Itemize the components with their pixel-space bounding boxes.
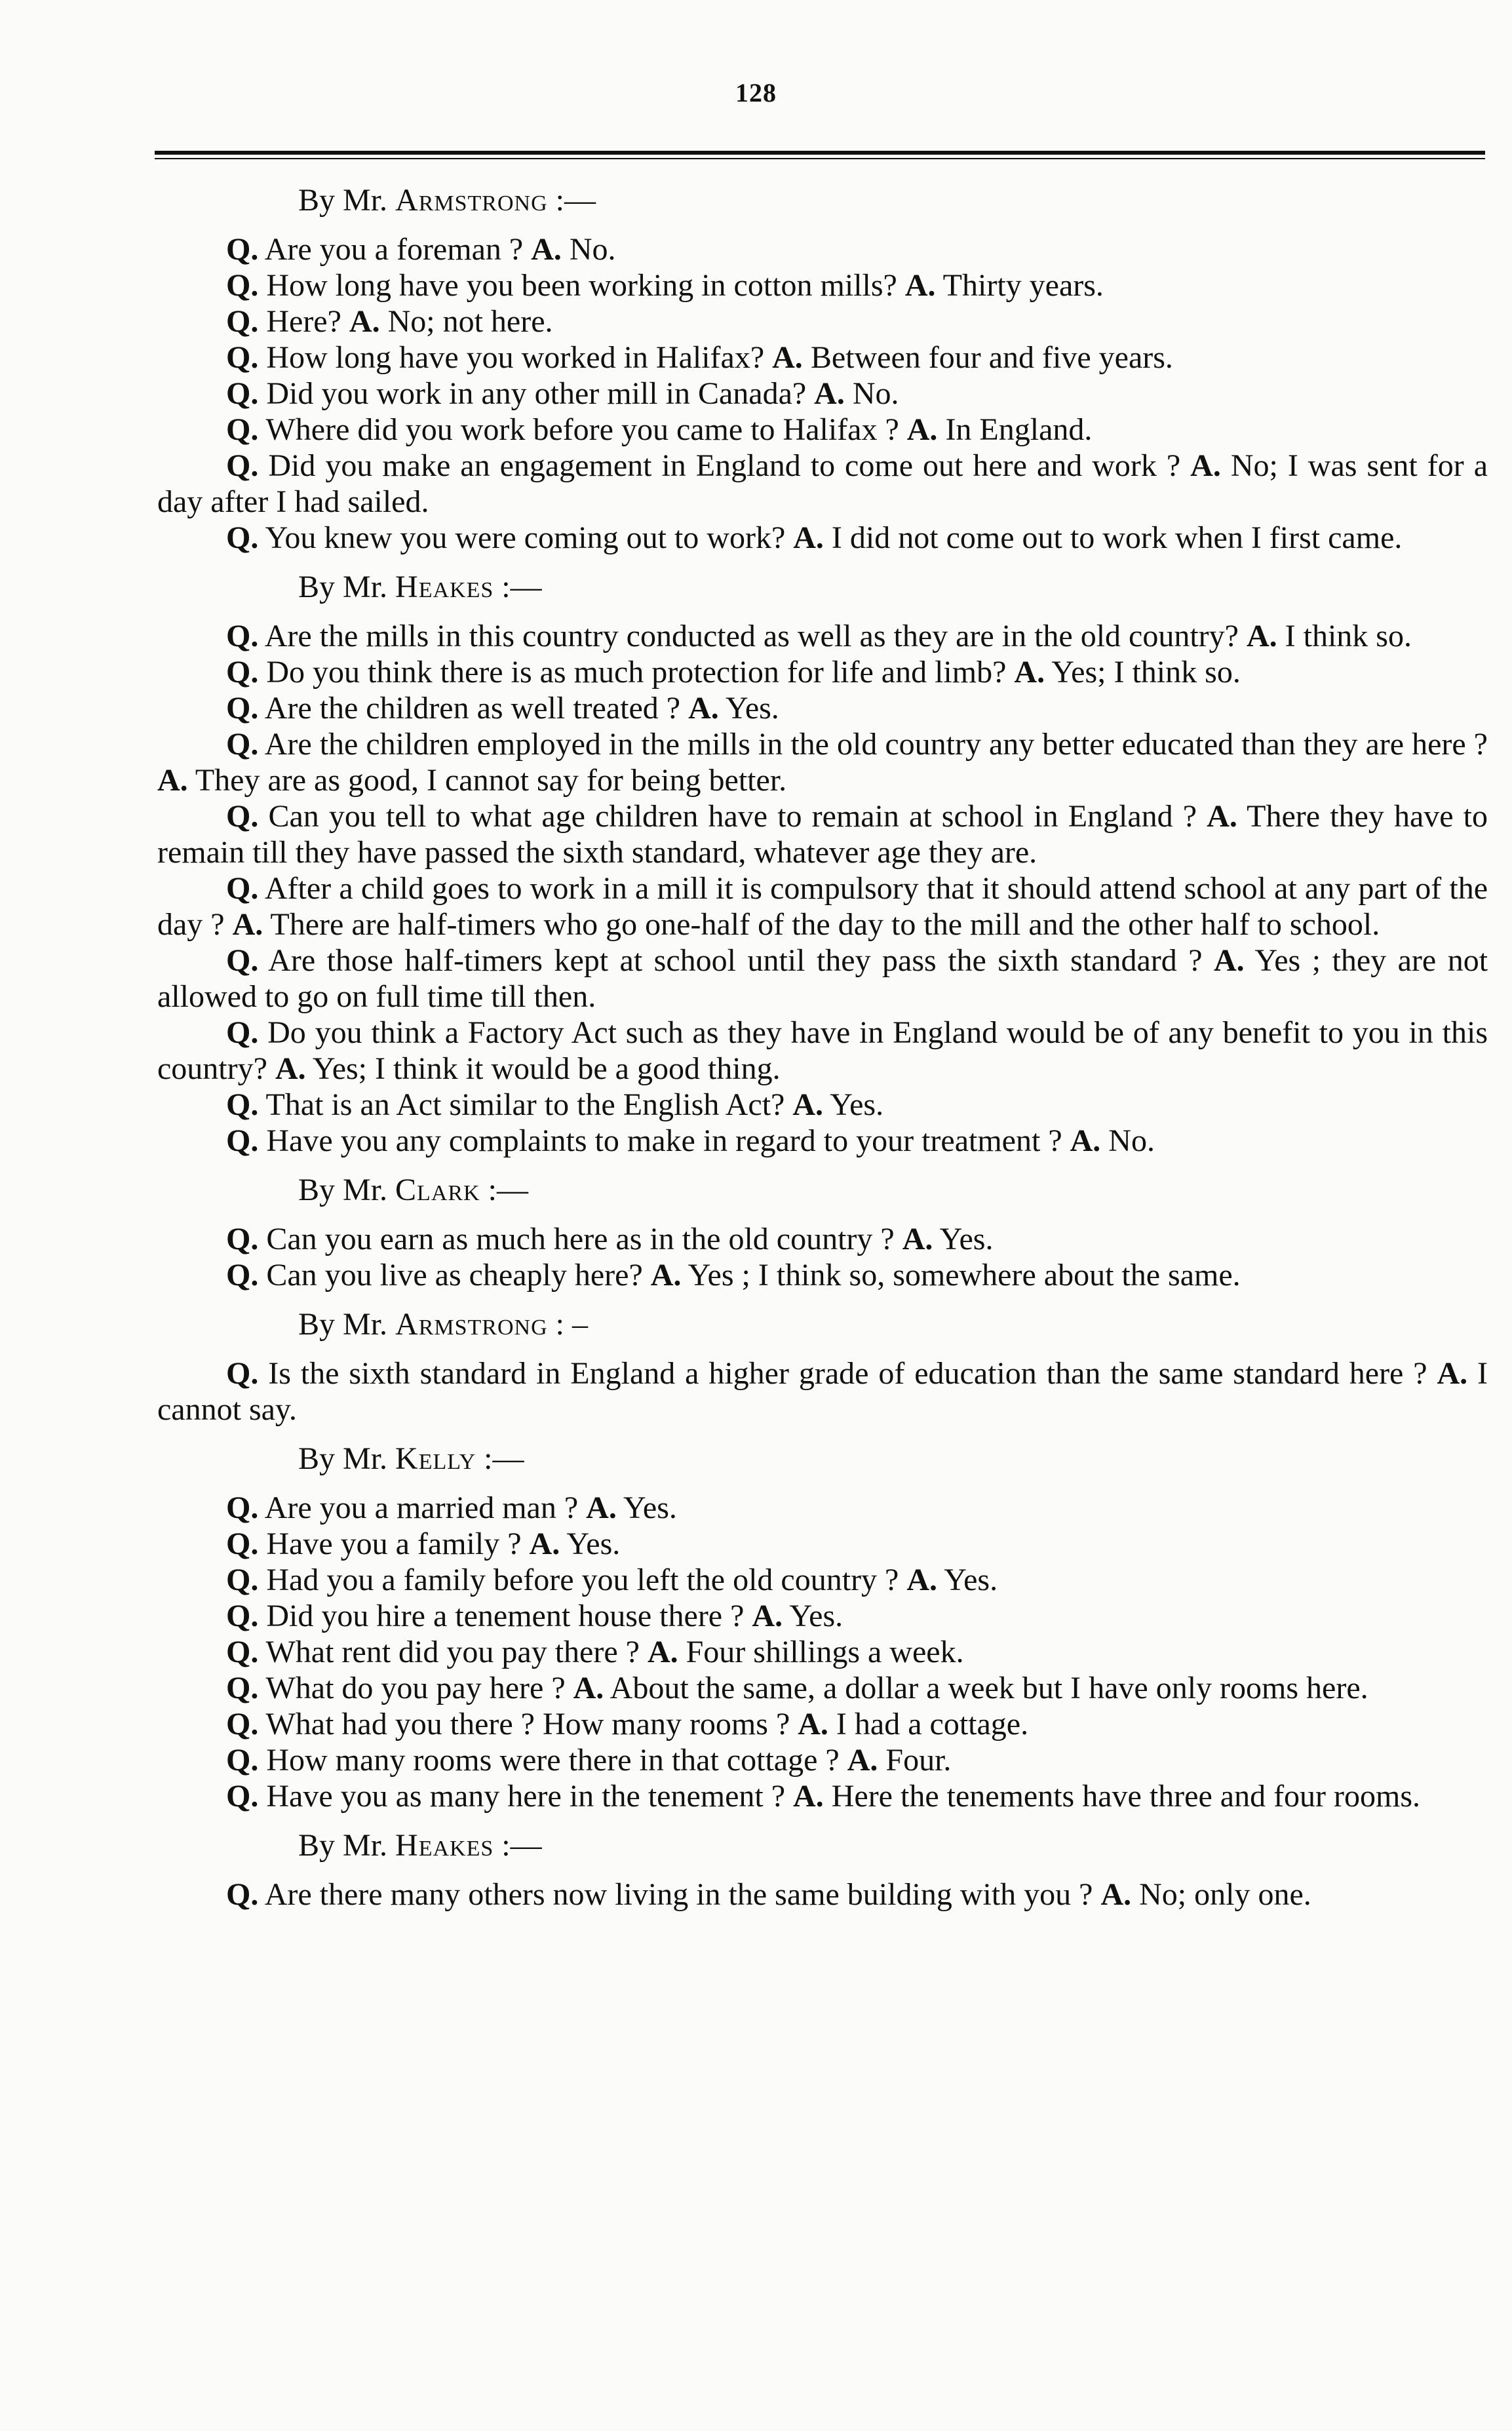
speaker-name: Armstrong	[395, 1307, 548, 1342]
qa-line	[157, 1742, 1488, 1778]
speaker-heading	[298, 1172, 1488, 1208]
question-text: What rent did you pay there ?	[265, 1635, 640, 1669]
question-text: Is the sixth standard in England a higher grade of education than the same standard here ?	[268, 1356, 1427, 1391]
question-marker: Q.	[226, 340, 259, 375]
question-text: Are the children employed in the mills in the old country any better educated than they are here ?	[264, 727, 1488, 762]
answer-marker: A.	[793, 1779, 824, 1814]
question-marker: Q.	[226, 1635, 259, 1669]
question-text: How long have you worked in Halifax?	[266, 340, 765, 375]
question-text: After a child goes to work in a mill it is compulsory that it should attend school at any part of the day ?	[157, 871, 1488, 942]
speaker-name: Heakes	[395, 570, 494, 604]
qa-line	[157, 267, 1488, 303]
speaker-prefix: By Mr.	[298, 1828, 388, 1863]
answer-marker: A.	[573, 1671, 604, 1705]
question-marker: Q.	[226, 268, 259, 303]
question-marker: Q.	[226, 655, 259, 690]
question-text: Where did you work before you came to Halifax ?	[265, 412, 899, 447]
speaker-suffix: :—	[501, 570, 542, 604]
question-text: Did you work in any other mill in Canada?	[266, 376, 807, 411]
qa-line	[157, 690, 1488, 726]
qa-line	[157, 340, 1488, 376]
qa-line	[157, 870, 1488, 943]
question-marker: Q.	[226, 1087, 259, 1122]
answer-text: No.	[1108, 1123, 1155, 1158]
question-marker: Q.	[226, 1707, 259, 1741]
answer-text: No; I was sent for a day after I had sailed.	[157, 448, 1488, 519]
speaker-prefix: By Mr.	[298, 1307, 388, 1342]
answer-marker: A.	[792, 1087, 824, 1122]
question-marker: Q.	[226, 1671, 259, 1705]
question-marker: Q.	[226, 799, 259, 834]
answer-text: No.	[569, 232, 616, 267]
question-text: Did you make an engagement in England to come out here and work ?	[268, 448, 1181, 483]
qa-line	[157, 1355, 1488, 1428]
question-marker: Q.	[226, 1356, 259, 1391]
answer-marker: A.	[1246, 619, 1277, 653]
answer-text: Yes.	[623, 1490, 677, 1525]
answer-text: I did not come out to work when I first came.	[831, 520, 1403, 555]
question-text: Are the mills in this country conducted as well as they are in the old country?	[264, 619, 1239, 653]
question-marker: Q.	[226, 727, 259, 762]
answer-marker: A.	[1207, 799, 1237, 834]
qa-line	[157, 1778, 1488, 1814]
header-rule-thin	[155, 158, 1485, 159]
question-text: Can you earn as much here as in the old country ?	[266, 1222, 895, 1256]
speaker-suffix: :—	[484, 1441, 524, 1476]
answer-marker: A.	[688, 691, 719, 726]
speaker-suffix: :—	[555, 183, 596, 218]
answer-marker: A.	[904, 268, 936, 303]
answer-text: Four.	[885, 1743, 952, 1778]
question-text: Did you hire a tenement house there ?	[266, 1599, 745, 1633]
answer-text: No; not here.	[387, 304, 553, 339]
question-marker: Q.	[226, 1779, 259, 1814]
qa-line	[157, 1257, 1488, 1293]
answer-marker: A.	[847, 1743, 878, 1778]
question-text: That is an Act similar to the English Act?	[265, 1087, 785, 1122]
speaker-name: Kelly	[395, 1441, 476, 1476]
qa-line	[157, 943, 1488, 1015]
question-text: Do you think a Factory Act such as they have in England would be of any benefit to you in this country?	[157, 1015, 1488, 1086]
speaker-prefix: By Mr.	[298, 1173, 388, 1207]
question-marker: Q.	[226, 1015, 259, 1050]
answer-marker: A.	[1100, 1877, 1132, 1912]
qa-line	[157, 1123, 1488, 1159]
question-text: You knew you were coming out to work?	[265, 520, 786, 555]
speaker-name: Clark	[395, 1173, 480, 1207]
answer-text: Thirty years.	[942, 268, 1104, 303]
qa-line	[157, 520, 1488, 556]
qa-line	[157, 376, 1488, 412]
answer-marker: A.	[1070, 1123, 1101, 1158]
question-text: Have you a family ?	[266, 1527, 522, 1561]
question-text: What had you there ? How many rooms ?	[265, 1707, 790, 1741]
answer-text: I think so.	[1285, 619, 1412, 653]
question-text: Had you a family before you left the old country ?	[266, 1563, 899, 1597]
answer-marker: A.	[531, 232, 562, 267]
answer-marker: A.	[232, 907, 263, 942]
question-text: Have you as many here in the tenement ?	[266, 1779, 786, 1814]
question-marker: Q.	[226, 691, 259, 726]
qa-line	[157, 1221, 1488, 1257]
question-text: How many rooms were there in that cottage ?	[266, 1743, 840, 1778]
speaker-suffix: :—	[501, 1828, 542, 1863]
answer-marker: A.	[1190, 448, 1221, 483]
speaker-prefix: By Mr.	[298, 1441, 388, 1476]
answer-text: No.	[852, 376, 899, 411]
qa-line	[157, 1706, 1488, 1742]
answer-text: Yes ; I think so, somewhere about the same.	[688, 1258, 1241, 1293]
question-marker: Q.	[226, 1563, 259, 1597]
qa-line	[157, 1015, 1488, 1087]
question-text: Here?	[266, 304, 341, 339]
answer-text: Four shillings a week.	[686, 1635, 964, 1669]
answer-marker: A.	[586, 1490, 617, 1525]
answer-text: They are as good, I cannot say for being better.	[195, 763, 787, 798]
question-text: How long have you been working in cotton mills?	[266, 268, 897, 303]
answer-text: Between four and five years.	[810, 340, 1173, 375]
question-marker: Q.	[226, 376, 259, 411]
speaker-heading	[298, 569, 1488, 605]
qa-line	[157, 1670, 1488, 1706]
answer-text: Yes; I think so.	[1051, 655, 1241, 690]
question-marker: Q.	[226, 304, 259, 339]
question-marker: Q.	[226, 943, 259, 978]
qa-line	[157, 1877, 1488, 1913]
question-marker: Q.	[226, 1123, 259, 1158]
answer-marker: A.	[1214, 943, 1245, 978]
qa-line	[157, 1634, 1488, 1670]
answer-marker: A.	[529, 1527, 560, 1561]
answer-marker: A.	[275, 1051, 306, 1086]
question-text: What do you pay here ?	[265, 1671, 566, 1705]
answer-marker: A.	[772, 340, 803, 375]
answer-text: Yes; I think it would be a good thing.	[312, 1051, 781, 1086]
speaker-heading	[298, 182, 1488, 218]
page-number: 128	[735, 78, 777, 107]
qa-line	[157, 1598, 1488, 1634]
speaker-heading	[298, 1827, 1488, 1863]
answer-marker: A.	[752, 1599, 783, 1633]
answer-text: Yes.	[939, 1222, 994, 1256]
qa-line	[157, 798, 1488, 870]
header-rule-thick	[155, 151, 1485, 155]
question-text: Are the children as well treated ?	[264, 691, 681, 726]
question-marker: Q.	[226, 1877, 259, 1912]
question-marker: Q.	[226, 1258, 259, 1293]
qa-line	[157, 1087, 1488, 1123]
qa-line	[157, 654, 1488, 690]
answer-marker: A.	[902, 1222, 933, 1256]
answer-text: Yes.	[725, 691, 779, 726]
question-text: Are you a foreman ?	[264, 232, 524, 267]
answer-marker: A.	[647, 1635, 678, 1669]
question-text: Are you a married man ?	[264, 1490, 579, 1525]
answer-text: In England.	[945, 412, 1093, 447]
qa-line	[157, 303, 1488, 340]
speaker-prefix: By Mr.	[298, 183, 388, 218]
speaker-prefix: By Mr.	[298, 570, 388, 604]
answer-text: Yes ; they are not allowed to go on full time till then.	[157, 943, 1488, 1014]
answer-marker: A.	[798, 1707, 828, 1741]
answer-marker: A.	[906, 412, 938, 447]
answer-text: There are half-timers who go one-half of the day to the mill and the other half to school.	[270, 907, 1380, 942]
question-marker: Q.	[226, 1599, 259, 1633]
speaker-name: Armstrong	[395, 183, 548, 218]
answer-marker: A.	[1014, 655, 1045, 690]
question-text: Have you any complaints to make in regard to your treatment ?	[266, 1123, 1062, 1158]
qa-line	[157, 1490, 1488, 1526]
answer-text: No; only one.	[1139, 1877, 1311, 1912]
answer-marker: A.	[793, 520, 824, 555]
question-marker: Q.	[226, 1527, 259, 1561]
qa-line	[157, 448, 1488, 520]
answer-marker: A.	[814, 376, 845, 411]
question-marker: Q.	[226, 1490, 259, 1525]
answer-marker: A.	[157, 763, 188, 798]
qa-line	[157, 231, 1488, 267]
speaker-heading	[298, 1441, 1488, 1477]
answer-marker: A.	[349, 304, 380, 339]
answer-text: About the same, a dollar a week but I have only rooms here.	[610, 1671, 1368, 1705]
answer-marker: A.	[650, 1258, 682, 1293]
question-text: Are there many others now living in the same building with you ?	[264, 1877, 1093, 1912]
question-marker: Q.	[226, 871, 259, 906]
question-marker: Q.	[226, 520, 259, 555]
answer-text: I cannot say.	[157, 1356, 1488, 1427]
qa-line	[157, 726, 1488, 798]
question-text: Can you tell to what age children have to remain at school in England ?	[268, 799, 1197, 834]
question-text: Do you think there is as much protection for life and limb?	[266, 655, 1007, 690]
question-marker: Q.	[226, 232, 259, 267]
speaker-suffix: : –	[555, 1307, 588, 1342]
speaker-heading	[298, 1306, 1488, 1342]
answer-text: Yes.	[830, 1087, 884, 1122]
question-marker: Q.	[226, 448, 259, 483]
answer-text: I had a cottage.	[836, 1707, 1029, 1741]
question-marker: Q.	[226, 1222, 259, 1256]
qa-line	[157, 1562, 1488, 1598]
question-marker: Q.	[226, 619, 259, 653]
answer-marker: A.	[906, 1563, 938, 1597]
question-marker: Q.	[226, 412, 259, 447]
qa-line	[157, 618, 1488, 654]
qa-line	[157, 412, 1488, 448]
speaker-name: Heakes	[395, 1828, 494, 1863]
speaker-suffix: :—	[488, 1173, 528, 1207]
question-text: Can you live as cheaply here?	[266, 1258, 643, 1293]
transcript-body	[157, 169, 1488, 1913]
question-text: Are those half-timers kept at school until they pass the sixth standard ?	[268, 943, 1203, 978]
qa-line	[157, 1526, 1488, 1562]
answer-text: There they have to remain till they have passed the sixth standard, whatever age they are.	[157, 799, 1488, 870]
answer-text: Yes.	[789, 1599, 843, 1633]
answer-marker: A.	[1437, 1356, 1468, 1391]
question-marker: Q.	[226, 1743, 259, 1778]
answer-text: Here the tenements have three and four rooms.	[831, 1779, 1421, 1814]
answer-text: Yes.	[566, 1527, 621, 1561]
answer-text: Yes.	[944, 1563, 998, 1597]
